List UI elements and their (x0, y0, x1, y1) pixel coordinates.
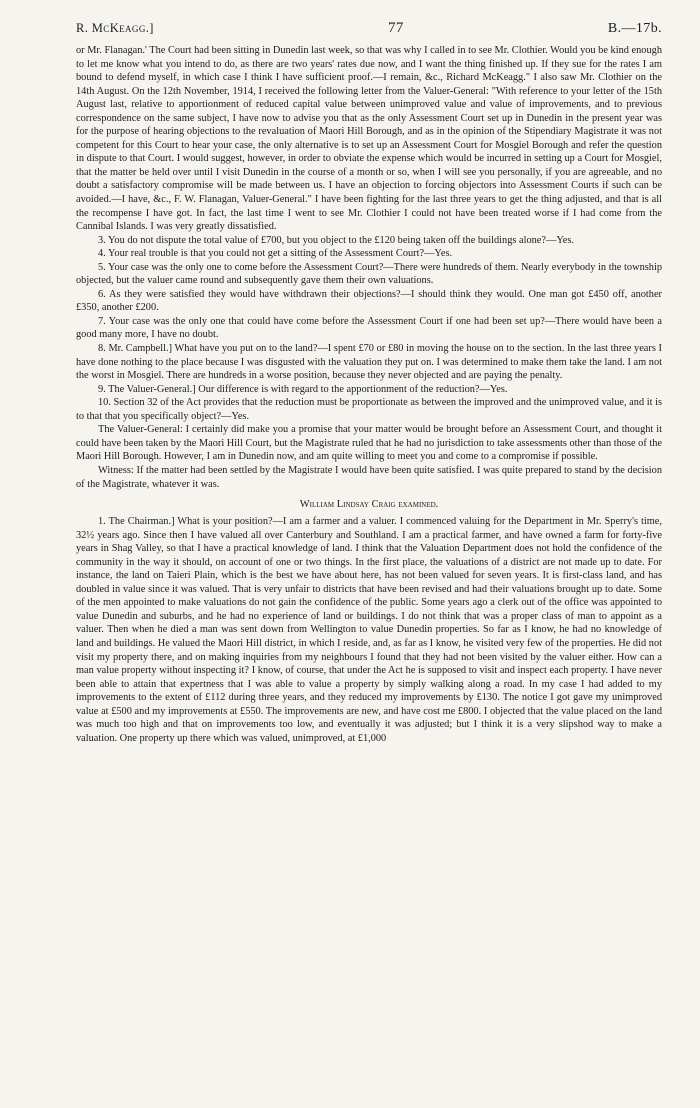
witness-statement: Witness: If the matter had been settled by the Magistrate I would have been quite satisfied. I was quite prepared to stand by the decision of the Magistrate, whatever it was. (76, 464, 662, 490)
header-witness-name: R. McKeagg.] (76, 21, 154, 35)
question-6: 6. As they were satisfied they would have withdrawn their objections?—I should think they would. One man got £450 off, another £350, another £200. (76, 288, 662, 314)
document-body (76, 44, 662, 745)
question-3: 3. You do not dispute the total value of £700, but you object to the £120 being taken off the buildings alone?—Yes. (98, 234, 574, 246)
page-header (76, 20, 662, 37)
section-heading: William Lindsay Craig examined. (299, 499, 439, 511)
valuer-general-statement: The Valuer-General: I certainly did make you a promise that your matter would be brought before an Assessment Court, and thought it could have been taken by the Maori Hill Court, but the Magistrate ruled that he had no jurisdiction to take assessments other than those of the Maori Hill Borough. However, I am in Dunedin now, and am quite willing to meet you and come to a compromise if possible. (76, 424, 663, 463)
question-8: 8. Mr. Campbell.] What have you put on to the land?—I spent £70 or £80 in moving the house on to the section. In the last three years I have done nothing to the place because I was disgusted with the valuation they put on. I was determined to make them take the land. I am not the worst in Mosgiel. There are hundreds in a worse position, because they never objected and are paying the penalty. (76, 343, 662, 382)
question-9: 9. The Valuer-General.] Our difference is with regard to the apportionment of the reduction?—Yes. (98, 383, 508, 395)
question-10: 10. Section 32 of the Act provides that the reduction must be proportionate as between the improved and the unimproved value, and it is to that that you specifically object?—Yes. (76, 397, 662, 422)
question-7: 7. Your case was the only one that could have come before the Assessment Court if one had been set up?—There would have been a good many more, I have no doubt. (76, 315, 662, 341)
page-number: 77 (387, 20, 404, 36)
document-reference: B.—17b. (607, 21, 662, 36)
question-4: 4. Your real trouble is that you could not get a sitting of the Assessment Court?—Yes. (98, 248, 453, 260)
question-5: 5. Your case was the only one to come before the Assessment Court?—There were hundreds of them. Nearly everybody in the township objected, but the valuer came round and subsequently gave them their own valuations. (76, 261, 662, 287)
craig-question-1: 1. The Chairman.] What is your position?—I am a farmer and a valuer. I commenced valuing for the Department in Mr. Sperry's time, 32½ years ago. Since then I have valued all over Canterbury and Southland. I am a practical farmer, and have owned a farm for forty-five years in Shag Valley, so that I have a practical knowledge of land. I think that the Valuation Department does not hold the confidence of the community in the way it should, on account of one or two things. In the first place, the valuations of a district are not made up to date. For instance, the land on Taieri Plain, which is the best we have about here, has not been valued for seven years. It is first-class land, and has doubled in value since it was valued. That is very unfair to districts that have been revised and had their valuations brought up to date. Some of the men appointed to make valuations do not gain the confidence of the public. Some years ago a clerk out of the office was appointed to value Dunedin and suburbs, and he had no experience of land or buildings. I do not think that was a proper class of man to appoint as a valuer. Then when he died a man was sent down from Wellington to value Dunedin properties. So far as I know, he had no knowledge of land and buildings. He valued the Maori Hill district, in which I reside, and, as far as I know, he visited very few of the properties. He did not visit my property there, and on making inquiries from my neighbours I found that they had not been visited by the valuer either. How can a man value property without inspecting it? I know, of course, that under the Act he is supposed to visit and inspect each property. I have never been able to attain that expertness that I was able to value a property by simply walking along a road. In my case I had added to my improvements to the extent of £112 during three years, and they reduced my improvements by £130. The notice I got gave my unimproved value at £500 and my improvements at £550. The improvements are new, and have cost me £800. I objected that the value placed on the land was much too high and that on improvements too low, and eventually it was adjusted; but I think it is a very slipshod way to make a valuation. One property up there which was valued, unimproved, at £1,000 (76, 516, 662, 744)
paragraph-continuation: or Mr. Flanagan.' The Court had been sitting in Dunedin last week, so that was why I called in to see Mr. Clothier. Would you be kind enough to let me know what you intend to do, as there are two years' rates due now, and I want the thing finished up. If they sue for the rates I am bound to defend myself, in which case I think I have sufficient proof.—I remain, &c., Richard McKeagg." I also saw Mr. Clothier on the 14th August. On the 12th November, 1914, I received the following letter from the Valuer-General: "With reference to your letter of the 15th August last, relative to apportionment of reduced capital value between unimproved value and value of improvements, and to previous correspondence on the same subject, I have now to advise you that as the only Assessment Court set up in Dunedin in the present year was for the purpose of hearing objections to the revaluation of Maori Hill Borough, and as in the opinion of the Stipendiary Magistrate it was not competent for this Court to hear your case, the only alternative is to set up an Assessment Court for Mosgiel Borough and refer the question in dispute to that Court. I would suggest, however, in order to obviate the expense which would be incurred in setting up a Court for Mosgiel, that the matter be held over until I visit Dunedin in the course of a month or so, when I will see you personally, if you are agreeable, and no doubt a satisfactory compromise will be made between us. I have an objection to forcing objectors into Assessment Courts if such can be avoided.—I have, &c., F. W. Flanagan, Valuer-General." I have been fighting for the last three years to get the thing adjusted, and that is all the recompense I have got. In fact, the last time I went to see Mr. Clothier I could not have been treated worse if I had come from the Cannibal Islands. I was very greatly dissatisfied. (76, 45, 662, 233)
